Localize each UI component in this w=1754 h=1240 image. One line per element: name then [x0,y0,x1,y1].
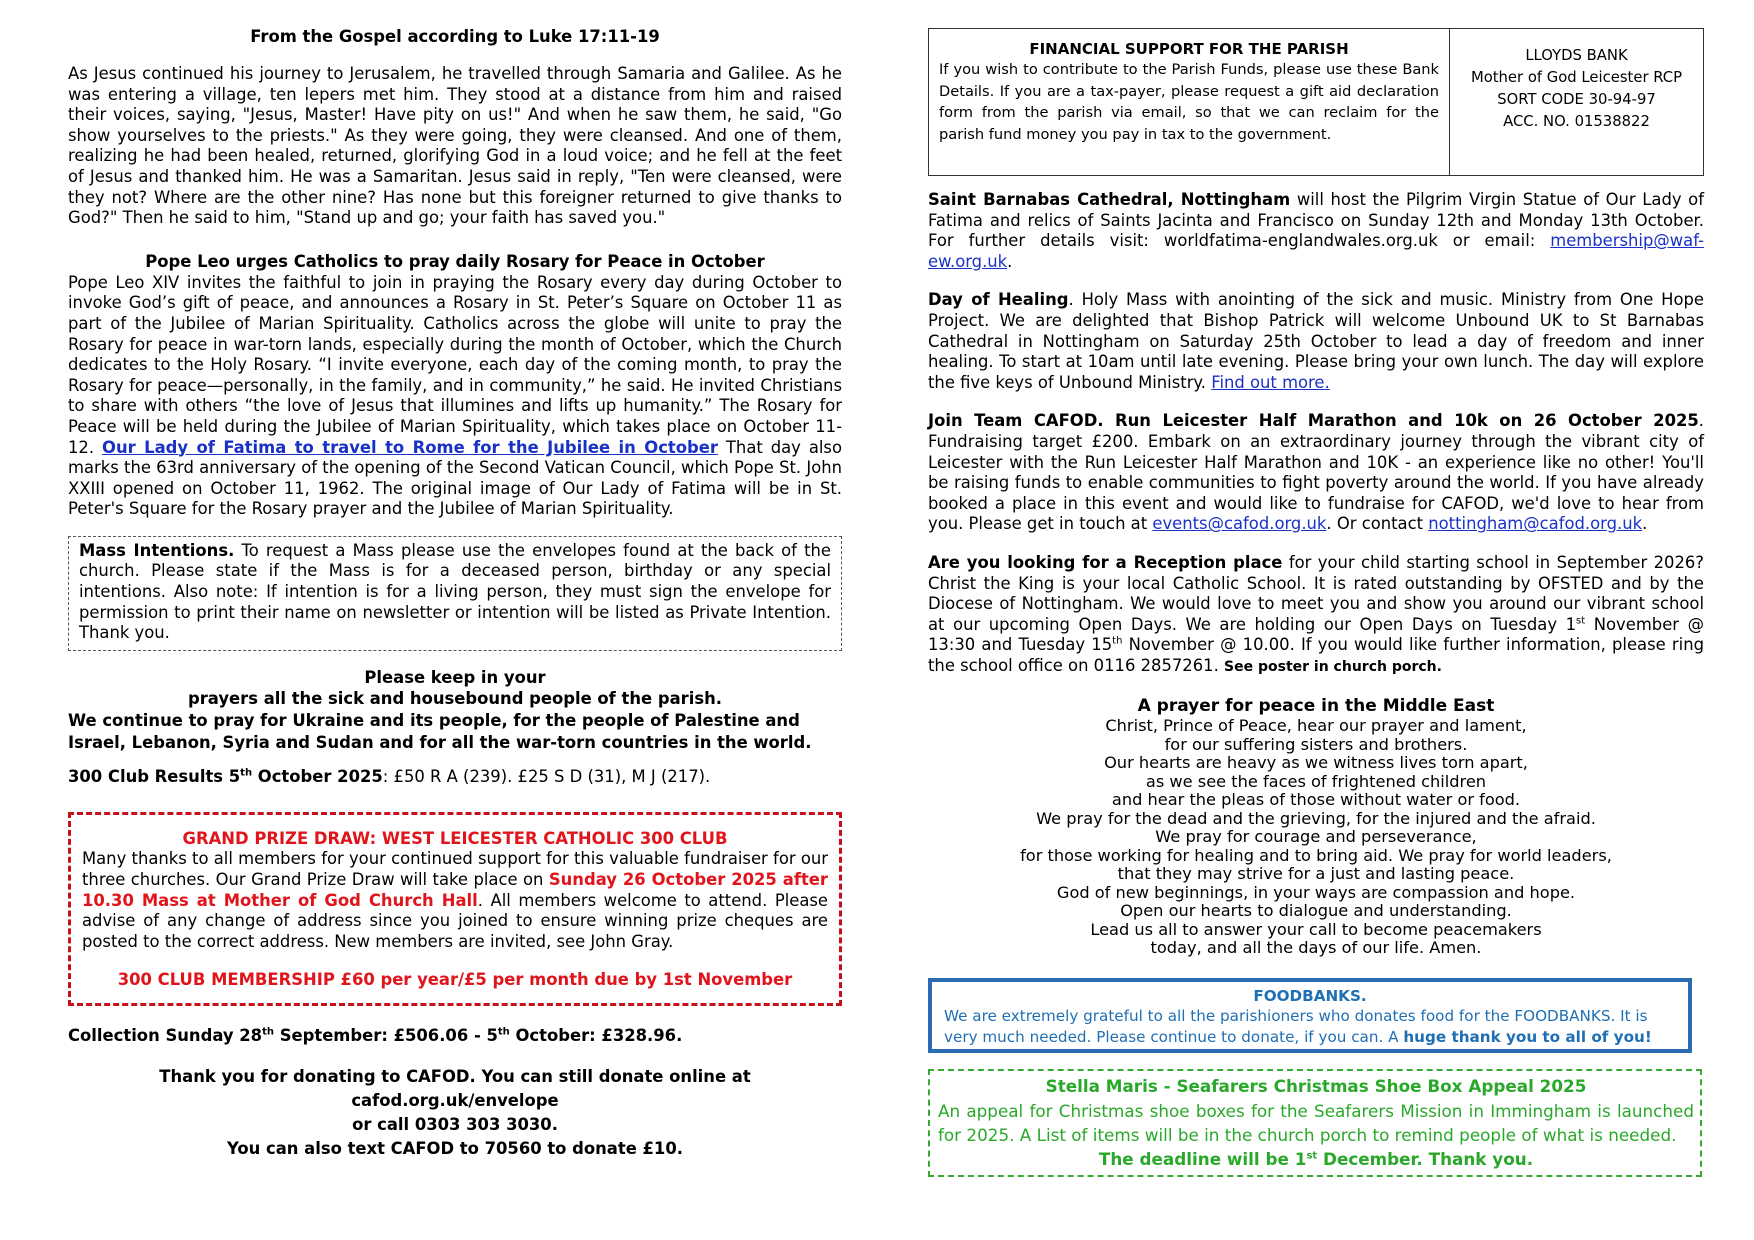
cafod-line-1: Thank you for donating to CAFOD. You can still donate online at cafod.org.uk/envelope [159,1066,751,1110]
cafod-line-3: You can also text CAFOD to 70560 to donate £10. [227,1138,683,1158]
bank-name: LLOYDS BANK [1525,47,1628,64]
mass-intentions-text [79,541,831,644]
find-out-more-link[interactable]: Find out more. [1211,372,1330,392]
prayers-line-2: prayers all the sick and housebound people of the parish. [187,689,722,709]
cafod-line-2: or call 0303 303 3030. [352,1114,558,1134]
financial-support-box [928,28,1704,176]
membership-fee: 300 CLUB MEMBERSHIP £60 per year/£5 per month due by 1st November [117,970,793,990]
reception-notice: Are you looking for a Reception place for your child starting school in September 2026? Christ the King is your local Catholic School. It is rated outstanding by OFSTED and by the Diocese of Nottingham. We would love to meet you and show you around our vibrant school at our upcoming Open Days. We are holding our Open Days on Tuesday 1st November @ 13:30 and Tuesday 15th November @ 10.00. If you would like further information, please ring the school office on 0116 2857261. See poster in church porch. [928,552,1704,675]
peace-prayer-title: A prayer for peace in the Middle East [1137,696,1495,717]
financial-support-title: FINANCIAL SUPPORT FOR THE PARISH [1029,40,1349,58]
financial-support-text: If you wish to contribute to the Parish Funds, please use these Bank Details. If you are a tax-payer, please request a gift aid declaration form from the parish via email, so that we can reclaim for the parish fund money you pay in tax to the government. [939,61,1439,143]
prayer-line: We pray for courage and perseverance, [1155,827,1477,847]
grand-prize-box [68,812,842,1006]
mass-intentions-body: To request a Mass please use the envelopes found at the back of the church. Please state if the Mass is for a deceased person, birthday or any special intentions. Also note: If intention is for a living person, they must sign the envelope for permission to print their name on newsletter or intention will be listed as Private Intention. Thank you. [79,540,832,643]
cafod-run-title: Join Team CAFOD. Run Leicester Half Marathon and 10k on 26 October 2025 [928,411,1699,431]
prayer-line: for those working for healing and to bring aid. We pray for world leaders, [1020,845,1612,865]
prayers-line-3: We continue to pray for Ukraine and its people, for the people of Palestine and Israel, Lebanon, Syria and Sudan and for all the war-torn countries in the world. [68,711,812,752]
nottingham-email-link[interactable]: nottingham@cafod.org.uk [1428,514,1643,534]
right-column [928,26,1704,1177]
peace-prayer-lines [928,717,1704,958]
cafod-run-notice: Join Team CAFOD. Run Leicester Half Marathon and 10k on 26 October 2025. Fundraising target £200. Embark on an extraordinary journey through the vibrant city of Leicester with the Run Leicester Half Marathon and 10K - an experience like no other! You'll be raising funds to enable communities to fight poverty around the world. If you have already booked a place in this event and would like to fundraise for CAFOD, we'd love to hear from you. Please get in touch at events@cafod.org.uk. Or contact nottingham@cafod.org.uk. [928,411,1704,534]
fatima-rome-link[interactable]: Our Lady of Fatima to travel to Rome for the Jubilee in October [102,437,718,457]
account-number: ACC. NO. 01538822 [1503,113,1650,130]
rosary-text-1: Pope Leo XIV invites the faithful to join in praying the Rosary every day during October to invoke God’s gift of peace, and announces a Rosary in St. Peter’s Square on October 11 as part of the Jubilee of Marian Spirituality. Catholics across the globe will unite to pray the Rosary for peace in war-torn lands, especially during the month of October, which the Church dedicates to the Holy Rosary. “I invite everyone, each day of the coming month, to pray the Rosary for peace—personally, in the family, and in community,” he said. He invited Christians to share with others “the love of Jesus that illumines and lifts up humanity.” The Rosary for Peace will be held during the Jubilee of Marian Spirituality, which takes place on October 11-12. [68,272,842,457]
prayer-line: that they may strive for a just and lasting peace. [1117,864,1515,884]
stella-maris-text: An appeal for Christmas shoe boxes for the Seafarers Mission in Immingham is launched for 2025. A List of items will be in the church porch to remind people of what is needed. [938,1100,1694,1145]
grand-prize-text: Many thanks to all members for your continued support for this valuable fundraiser for our three churches. Our Grand Prize Draw will take place on Sunday 26 October 2025 after 10.30 Mass at Mother of God Church Hall. All members welcome to attend. Please advise of any change of address since you joined to ensure winning prize cheques are posted to the correct address. New members are invited, see John Gray. [82,849,829,951]
stella-maris-box [928,1069,1702,1177]
prayer-line: today, and all the days of our life. Amen. [1150,938,1482,958]
left-column [68,26,842,1161]
prayer-line: Christ, Prince of Peace, hear our prayer and lament, [1105,716,1527,736]
club-results-label: 300 Club Results 5th October 2025 [68,767,383,787]
prayer-line: Open our hearts to dialogue and understanding. [1120,901,1512,921]
foodbanks-box [928,978,1692,1053]
bank-details-cell [1450,29,1703,175]
mass-intentions-box [68,536,842,651]
waf-email-link[interactable]: membership@waf-ew.org.uk [928,231,1704,271]
prayer-line: and hear the pleas of those without water or food. [1111,790,1521,810]
stella-maris-deadline: The deadline will be 1st December. Thank you. [1098,1149,1534,1170]
gospel-title: From the Gospel according to Luke 17:11-19 [250,27,660,46]
barnabas-title: Saint Barnabas Cathedral, Nottingham [928,190,1291,209]
financial-support-text-cell [929,29,1450,175]
prayers-line-1: Please keep in your [364,667,546,687]
club-results [68,767,842,788]
poster-note: See poster in church porch. [1224,658,1442,675]
account-name: Mother of God Leicester RCP [1470,69,1683,86]
events-email-link[interactable]: events@cafod.org.uk [1152,514,1327,534]
reception-title: Are you looking for a Reception place [928,552,1283,572]
prayer-line: God of new beginnings, in your ways are compassion and hope. [1056,882,1576,902]
rosary-text [68,273,842,520]
rosary-title: Pope Leo urges Catholics to pray daily Rosary for Peace in October [145,251,765,271]
club-results-values: : £50 R A (239). £25 S D (31), M J (217). [382,767,711,787]
prayer-line: Our hearts are heavy as we witness lives torn apart, [1104,753,1528,773]
mass-intentions-title: Mass Intentions. [79,540,235,560]
prayer-line: We pray for the dead and the grieving, for the injured and the afraid. [1036,808,1596,828]
grand-prize-title: GRAND PRIZE DRAW: WEST LEICESTER CATHOLIC 300 CLUB [182,828,728,848]
prayer-line: as we see the faces of frightened children [1145,771,1487,791]
prayer-line: for our suffering sisters and brothers. [1164,734,1468,754]
gospel-text: As Jesus continued his journey to Jerusalem, he travelled through Samaria and Galilee. As he was entering a village, ten lepers met him. They stood at a distance from him and raised their voices, saying, "Jesus, Master! Have pity on us!" And when he saw them, he said, "Go show yourselves to the priests." As they were going, they were cleansed. And one of them, realizing he had been healed, returned, glorifying God in a loud voice; and he fell at the feet of Jesus and thanked him. He was a Samaritan. Jesus said in reply, "Ten were cleansed, were they not? Where are the other nine? Has none but this foreigner returned to give thanks to God?" Then he said to him, "Stand up and go; your faith has saved you." [68,64,842,228]
foodbanks-title: FOODBANKS. [1253,986,1367,1005]
barnabas-notice: Saint Barnabas Cathedral, Nottingham will host the Pilgrim Virgin Statue of Our Lady of Fatima and relics of Saints Jacinta and Francisco on Sunday 12th and Monday 13th October. For further details visit: worldfatima-englandwales.org.uk or email: membership@waf-ew.org.uk. [928,190,1704,271]
collection-totals: Collection Sunday 28th September: £506.06 - 5th October: £328.96. [68,1025,683,1045]
stella-maris-title: Stella Maris - Seafarers Christmas Shoe Box Appeal 2025 [1045,1076,1587,1097]
healing-notice: Day of Healing. Holy Mass with anointing of the sick and music. Ministry from One Hope Project. We are delighted that Bishop Patrick will welcome Unbound UK to St Barnabas Cathedral in Nottingham on Saturday 25th October to lead a day of freedom and inner healing. To start at 10am until late evening. Please bring your own lunch. The day will explore the five keys of Unbound Ministry. Find out more. [928,290,1704,392]
prayer-line: Lead us all to answer your call to become peacemakers [1090,919,1542,939]
foodbanks-text: We are extremely grateful to all the parishioners who donates food for the FOODBANKS. It is very much needed. Please continue to donate, if you can. A huge thank you to all of you! [944,1007,1652,1046]
grand-prize-date: Sunday 26 October 2025 after 10.30 Mass at Mother of God Church Hall [82,870,828,910]
sort-code: SORT CODE 30-94-97 [1497,91,1656,108]
rosary-text-2: That day also marks the 63rd anniversary of the opening of the Second Vatican Council, which Pope St. John XXIII opened on October 11, 1962. The original image of Our Lady of Fatima will be in St. Peter's Square for the Rosary prayer and the Jubilee of Marian Spirituality. [68,437,843,519]
healing-title: Day of Healing [928,290,1069,310]
